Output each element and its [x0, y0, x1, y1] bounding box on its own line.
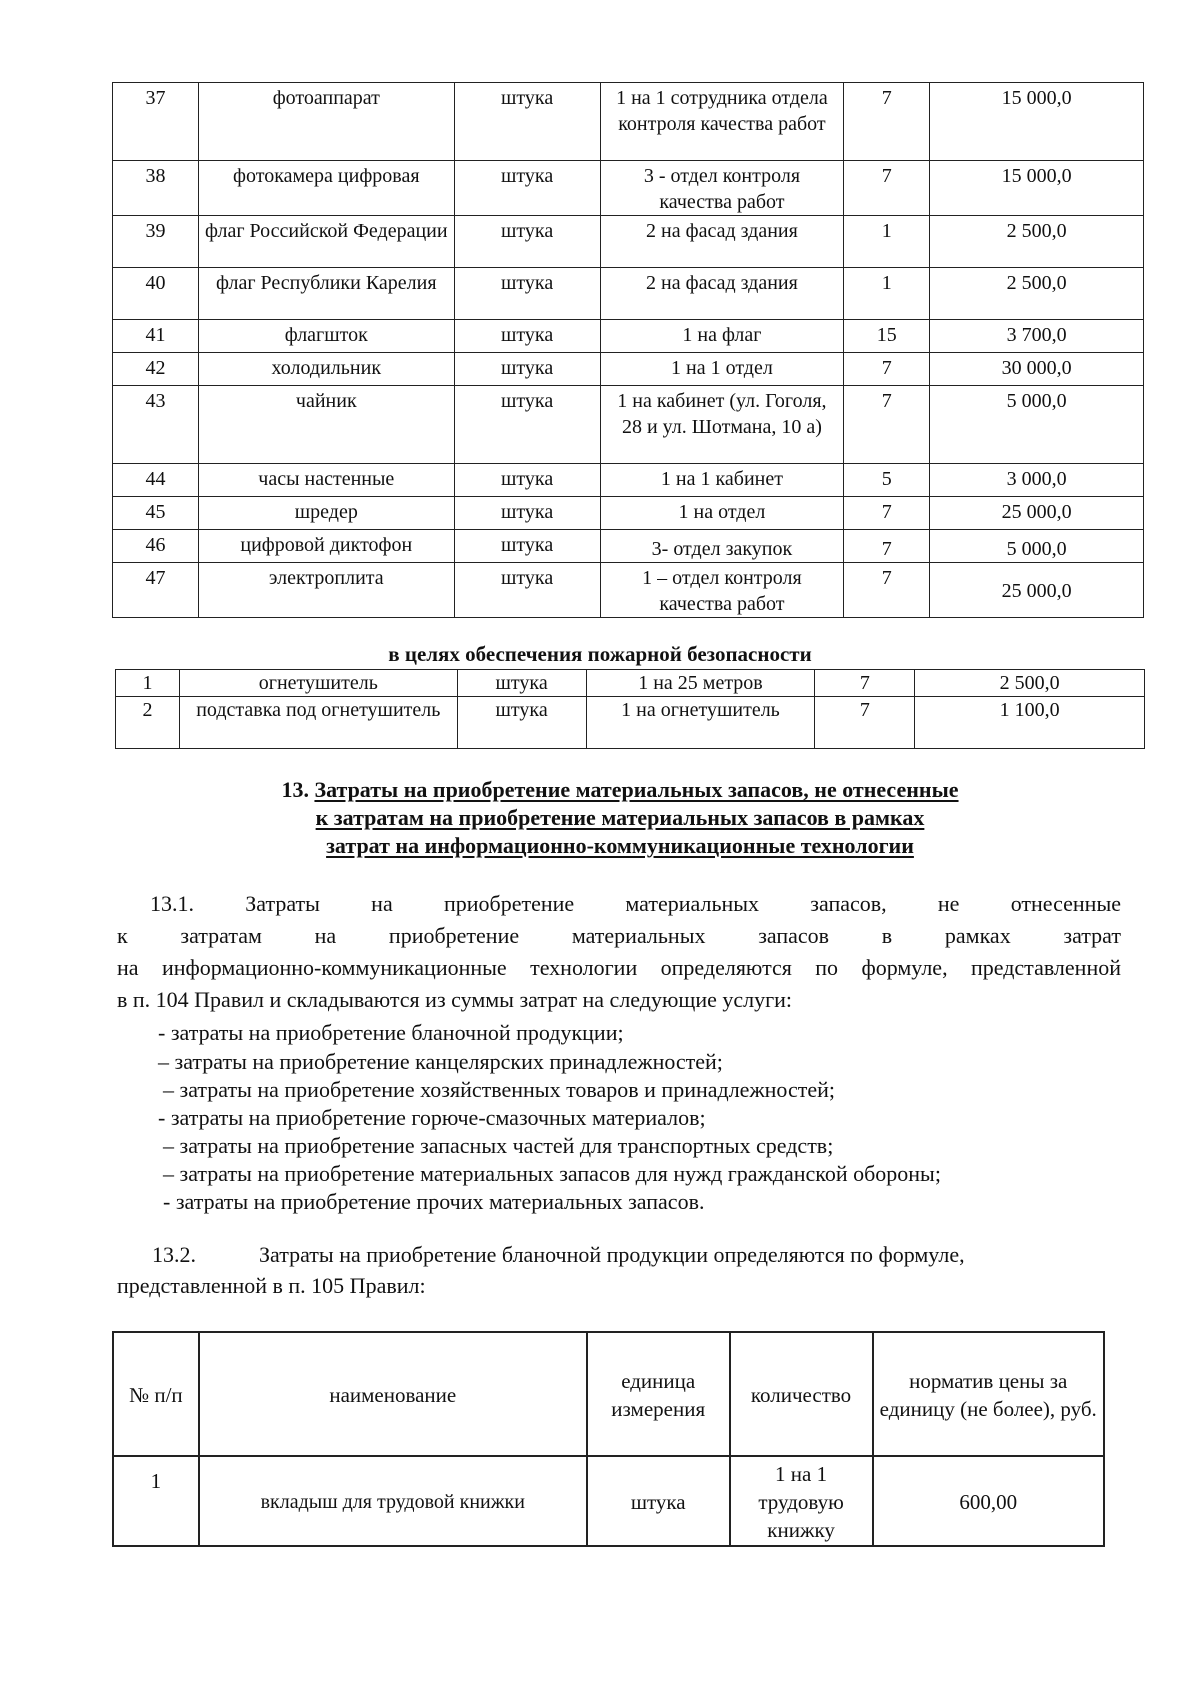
list-item: - затраты на приобретение бланочной продукции; — [158, 1020, 624, 1045]
table-row — [113, 216, 1144, 268]
cell-qty: 7 — [844, 161, 930, 216]
cell-num: 45 — [113, 497, 199, 530]
section-13-heading — [0, 776, 1200, 860]
paragraph-13-2-line-2: представленной в п. 105 Правил: — [117, 1273, 426, 1298]
cell-num: 44 — [113, 464, 199, 497]
cell-unit: штука — [454, 464, 600, 497]
header-cell: количество — [730, 1332, 873, 1456]
cell-num: 39 — [113, 216, 199, 268]
cell-norm: 3 - отдел контроля качества работ — [600, 161, 844, 216]
paragraph-13-1-line-3: на информационно-коммуникационные технологии определяются по формуле, представленной — [117, 955, 1121, 980]
cell-price: 2 500,0 — [915, 670, 1145, 697]
cell-qty: 7 — [815, 670, 915, 697]
header-cell: единица измерения — [587, 1332, 730, 1456]
cell-num: 42 — [113, 353, 199, 386]
cell-unit: штука — [454, 320, 600, 353]
cell-name: флагшток — [198, 320, 454, 353]
cell-unit: штука — [454, 216, 600, 268]
cell-name: огнетушитель — [179, 670, 457, 697]
table-row — [113, 530, 1144, 563]
cell-unit: штука — [454, 497, 600, 530]
section-title-line-1: Затраты на приобретение материальных запасов, не отнесенные — [314, 777, 959, 802]
cell-qty: 1 — [844, 268, 930, 320]
cell-name: холодильник — [198, 353, 454, 386]
paragraph-13-2-line-1: Затраты на приобретение бланочной продукции определяются по формуле, — [259, 1242, 965, 1267]
cell-price: 3 000,0 — [930, 464, 1144, 497]
cell-norm: 3- отдел закупок — [600, 530, 844, 563]
row-qty: 1 на 1 трудовую книжку — [730, 1456, 873, 1546]
row-price: 600,00 — [873, 1456, 1105, 1546]
row-name: вкладыш для трудовой книжки — [199, 1456, 587, 1546]
section-title-line-2: к затратам на приобретение материальных запасов в рамках — [315, 805, 925, 830]
cell-price: 5 000,0 — [930, 530, 1144, 563]
cell-price: 15 000,0 — [930, 83, 1144, 161]
cell-qty: 7 — [844, 83, 930, 161]
cell-price: 15 000,0 — [930, 161, 1144, 216]
cell-price: 2 500,0 — [930, 216, 1144, 268]
cell-norm: 1 – отдел контроля качества работ — [600, 563, 844, 618]
cell-unit: штука — [454, 353, 600, 386]
list-item: – затраты на приобретение хозяйственных товаров и принадлежностей; — [163, 1077, 835, 1102]
cell-norm: 1 на 1 отдел — [600, 353, 844, 386]
cell-name: часы настенные — [198, 464, 454, 497]
header-cell: норматив цены за единицу (не более), руб. — [873, 1332, 1105, 1456]
fire-safety-title: в целях обеспечения пожарной безопасности — [388, 642, 812, 666]
cell-name: чайник — [198, 386, 454, 464]
cell-qty: 7 — [815, 697, 915, 749]
header-cell: № п/п — [113, 1332, 199, 1456]
table-row — [113, 268, 1144, 320]
cell-norm: 1 на флаг — [600, 320, 844, 353]
row-unit: штука — [587, 1456, 730, 1546]
table-row — [113, 497, 1144, 530]
list-item: - затраты на приобретение прочих материальных запасов. — [163, 1189, 705, 1214]
cell-unit: штука — [454, 268, 600, 320]
cell-price: 25 000,0 — [930, 497, 1144, 530]
header-cell: наименование — [199, 1332, 587, 1456]
list-item: – затраты на приобретение запасных частей для транспортных средств; — [163, 1133, 834, 1158]
cell-num: 40 — [113, 268, 199, 320]
cell-norm: 1 на отдел — [600, 497, 844, 530]
cell-name: цифровой диктофон — [198, 530, 454, 563]
cell-qty: 7 — [844, 530, 930, 563]
cell-unit: штука — [454, 161, 600, 216]
cell-name: подставка под огнетушитель — [179, 697, 457, 749]
cell-num: 2 — [116, 697, 180, 749]
table-row — [116, 670, 1145, 697]
table-row — [113, 320, 1144, 353]
cell-qty: 7 — [844, 497, 930, 530]
table-row — [113, 386, 1144, 464]
section-title-line-3: затрат на информационно-коммуникационные технологии — [326, 833, 914, 858]
cell-name: шредер — [198, 497, 454, 530]
table-row — [116, 697, 1145, 749]
table-row — [113, 464, 1144, 497]
list-item: – затраты на приобретение материальных запасов для нужд гражданской обороны; — [163, 1161, 941, 1186]
cell-price: 25 000,0 — [930, 563, 1144, 618]
cell-price: 5 000,0 — [930, 386, 1144, 464]
cell-num: 41 — [113, 320, 199, 353]
cell-num: 38 — [113, 161, 199, 216]
blank-products-table — [112, 1331, 1105, 1547]
fire-safety-table — [115, 669, 1145, 749]
cell-name: флаг Республики Карелия — [198, 268, 454, 320]
table-row — [113, 353, 1144, 386]
paragraph-13-1-line-4: в п. 104 Правил и складываются из суммы затрат на следующие услуги: — [117, 987, 793, 1012]
section-number: 13. — [281, 777, 309, 802]
cell-norm: 2 на фасад здания — [600, 216, 844, 268]
cell-qty: 15 — [844, 320, 930, 353]
table-row — [113, 83, 1144, 161]
cell-num: 47 — [113, 563, 199, 618]
cell-norm: 1 на 25 метров — [586, 670, 815, 697]
table-row — [113, 161, 1144, 216]
cell-price: 2 500,0 — [930, 268, 1144, 320]
paragraph-13-1-line-1: 13.1. Затраты на приобретение материальных запасов, не отнесенные — [150, 891, 1121, 916]
row-number: 1 — [113, 1456, 199, 1546]
cell-qty: 7 — [844, 386, 930, 464]
cell-price: 1 100,0 — [915, 697, 1145, 749]
cell-norm: 1 на 1 сотрудника отдела контроля качества работ — [600, 83, 844, 161]
cell-price: 30 000,0 — [930, 353, 1144, 386]
cell-price: 3 700,0 — [930, 320, 1144, 353]
paragraph-13-2-number: 13.2. — [152, 1242, 196, 1267]
equipment-table — [112, 82, 1144, 618]
list-item: – затраты на приобретение канцелярских принадлежностей; — [158, 1049, 723, 1074]
list-item: - затраты на приобретение горюче-смазочных материалов; — [158, 1105, 706, 1130]
table-row — [113, 563, 1144, 618]
cell-num: 43 — [113, 386, 199, 464]
cell-qty: 7 — [844, 353, 930, 386]
cell-unit: штука — [454, 83, 600, 161]
cell-unit: штука — [457, 670, 586, 697]
cell-qty: 5 — [844, 464, 930, 497]
cell-num: 46 — [113, 530, 199, 563]
cell-name: электроплита — [198, 563, 454, 618]
cell-unit: штука — [454, 530, 600, 563]
cell-unit: штука — [457, 697, 586, 749]
cell-qty: 1 — [844, 216, 930, 268]
cell-unit: штука — [454, 386, 600, 464]
cell-norm: 2 на фасад здания — [600, 268, 844, 320]
cell-qty: 7 — [844, 563, 930, 618]
cell-unit: штука — [454, 563, 600, 618]
cell-name: фотокамера цифровая — [198, 161, 454, 216]
cell-num: 37 — [113, 83, 199, 161]
cell-name: флаг Российской Федерации — [198, 216, 454, 268]
cell-norm: 1 на кабинет (ул. Гоголя, 28 и ул. Шотмана, 10 а) — [600, 386, 844, 464]
cell-norm: 1 на огнетушитель — [586, 697, 815, 749]
cell-norm: 1 на 1 кабинет — [600, 464, 844, 497]
paragraph-13-1-line-2: к затратам на приобретение материальных запасов в рамках затрат — [117, 923, 1121, 948]
cell-num: 1 — [116, 670, 180, 697]
cell-name: фотоаппарат — [198, 83, 454, 161]
